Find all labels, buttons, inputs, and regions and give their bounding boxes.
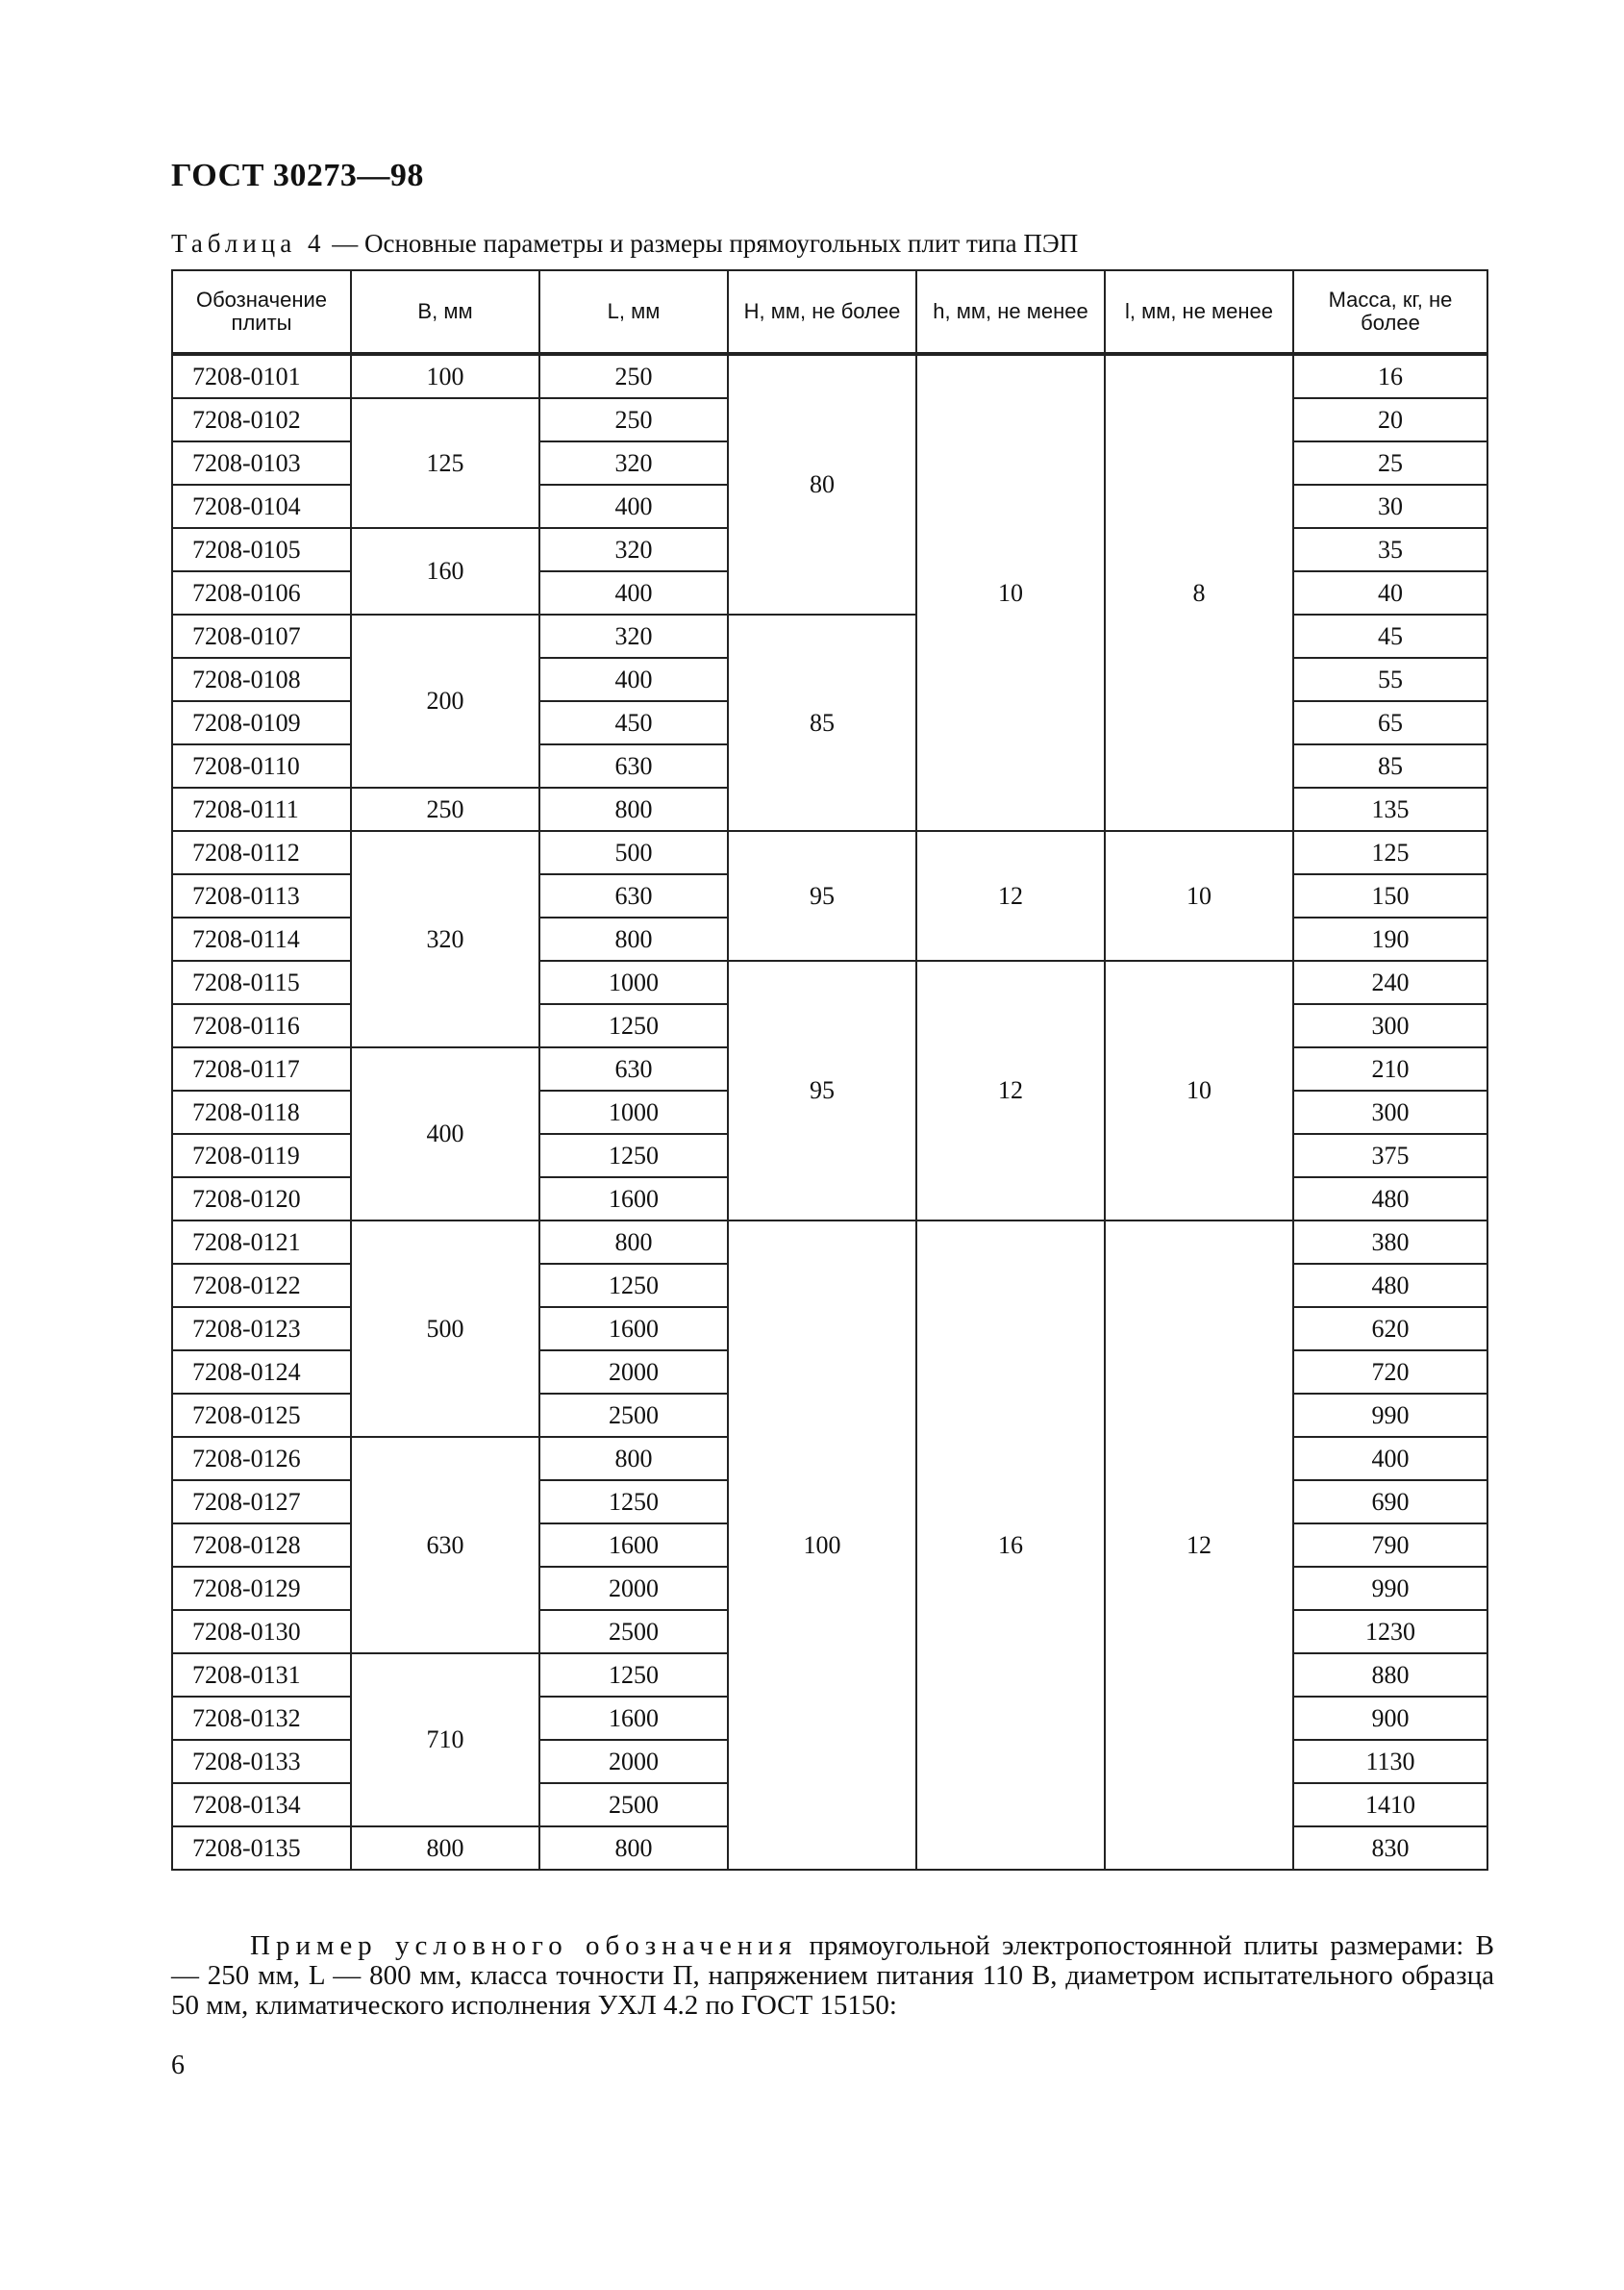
- cell-length-l: 630: [539, 874, 728, 918]
- cell-designation: 7208-0118: [172, 1091, 351, 1134]
- header-min-l: l, мм, не менее: [1105, 270, 1293, 354]
- cell-designation: 7208-0125: [172, 1394, 351, 1437]
- parameters-table: [171, 269, 1488, 1871]
- table-row: [172, 1220, 1487, 1264]
- cell-length-l: 800: [539, 1437, 728, 1480]
- cell-mass: 40: [1293, 571, 1487, 615]
- cell-designation: 7208-0132: [172, 1697, 351, 1740]
- cell-length-l: 2500: [539, 1610, 728, 1653]
- cell-designation: 7208-0114: [172, 918, 351, 961]
- cell-mass: 45: [1293, 615, 1487, 658]
- cell-length-l: 320: [539, 441, 728, 485]
- document-header: ГОСТ 30273—98: [171, 158, 424, 193]
- cell-mass: 620: [1293, 1307, 1487, 1350]
- cell-designation: 7208-0126: [172, 1437, 351, 1480]
- cell-min-h: 16: [916, 1220, 1105, 1870]
- cell-length-l: 400: [539, 485, 728, 528]
- cell-mass: 830: [1293, 1826, 1487, 1870]
- table-header-row: [172, 270, 1487, 354]
- cell-mass: 375: [1293, 1134, 1487, 1177]
- cell-length-l: 250: [539, 398, 728, 441]
- cell-length-l: 1600: [539, 1697, 728, 1740]
- cell-length-l: 2500: [539, 1394, 728, 1437]
- cell-length-l: 1600: [539, 1523, 728, 1567]
- cell-height-h: 100: [728, 1220, 916, 1870]
- cell-mass: 125: [1293, 831, 1487, 874]
- cell-length-l: 450: [539, 701, 728, 744]
- table-caption: [171, 229, 1078, 259]
- cell-length-l: 800: [539, 1826, 728, 1870]
- cell-designation: 7208-0106: [172, 571, 351, 615]
- cell-mass: 480: [1293, 1177, 1487, 1220]
- cell-designation: 7208-0107: [172, 615, 351, 658]
- cell-designation: 7208-0111: [172, 788, 351, 831]
- cell-mass: 190: [1293, 918, 1487, 961]
- cell-designation: 7208-0105: [172, 528, 351, 571]
- cell-length-l: 1000: [539, 961, 728, 1004]
- cell-designation: 7208-0102: [172, 398, 351, 441]
- cell-mass: 300: [1293, 1091, 1487, 1134]
- header-min-h: h, мм, не менее: [916, 270, 1105, 354]
- cell-mass: 480: [1293, 1264, 1487, 1307]
- cell-length-l: 1250: [539, 1004, 728, 1047]
- cell-mass: 85: [1293, 744, 1487, 788]
- cell-length-l: 630: [539, 1047, 728, 1091]
- cell-length-l: 2000: [539, 1567, 728, 1610]
- cell-length-l: 800: [539, 788, 728, 831]
- cell-min-h: 12: [916, 831, 1105, 961]
- cell-height-h: 85: [728, 615, 916, 831]
- cell-mass: 300: [1293, 1004, 1487, 1047]
- cell-height-h: 95: [728, 961, 916, 1220]
- cell-mass: 380: [1293, 1220, 1487, 1264]
- cell-designation: 7208-0108: [172, 658, 351, 701]
- header-height-h: H, мм, не более: [728, 270, 916, 354]
- cell-length-l: 1250: [539, 1653, 728, 1697]
- table-caption-label: Таблица 4: [171, 229, 326, 258]
- cell-mass: 135: [1293, 788, 1487, 831]
- cell-mass: 990: [1293, 1567, 1487, 1610]
- page-number: 6: [171, 2051, 185, 2080]
- cell-mass: 150: [1293, 874, 1487, 918]
- cell-designation: 7208-0120: [172, 1177, 351, 1220]
- cell-length-l: 500: [539, 831, 728, 874]
- cell-width-b: 320: [351, 831, 539, 1047]
- cell-width-b: 250: [351, 788, 539, 831]
- cell-length-l: 2000: [539, 1350, 728, 1394]
- cell-height-h: 95: [728, 831, 916, 961]
- cell-designation: 7208-0135: [172, 1826, 351, 1870]
- cell-mass: 16: [1293, 354, 1487, 398]
- table-body: [172, 354, 1487, 1870]
- cell-mass: 240: [1293, 961, 1487, 1004]
- cell-mass: 55: [1293, 658, 1487, 701]
- cell-mass: 990: [1293, 1394, 1487, 1437]
- cell-mass: 1410: [1293, 1783, 1487, 1826]
- cell-width-b: 125: [351, 398, 539, 528]
- cell-mass: 400: [1293, 1437, 1487, 1480]
- cell-length-l: 2500: [539, 1783, 728, 1826]
- cell-designation: 7208-0110: [172, 744, 351, 788]
- cell-min-h: 12: [916, 961, 1105, 1220]
- table-row: [172, 354, 1487, 398]
- cell-width-b: 400: [351, 1047, 539, 1220]
- cell-height-h: 80: [728, 354, 916, 615]
- cell-width-b: 200: [351, 615, 539, 788]
- cell-designation: 7208-0124: [172, 1350, 351, 1394]
- cell-designation: 7208-0117: [172, 1047, 351, 1091]
- cell-length-l: 400: [539, 658, 728, 701]
- cell-designation: 7208-0116: [172, 1004, 351, 1047]
- cell-mass: 65: [1293, 701, 1487, 744]
- cell-width-b: 100: [351, 354, 539, 398]
- table-caption-text: — Основные параметры и размеры прямоугольных плит типа ПЭП: [325, 229, 1079, 258]
- example-text: прямоугольной электропостоянной плиты размерами: B — 250 мм, L — 800 мм, класса точности П, напряжением питания 110 В, диаметром испытательного образца 50 мм, климатического исполнения УХЛ 4.2 по ГОСТ 15150:: [171, 1930, 1494, 2022]
- cell-mass: 35: [1293, 528, 1487, 571]
- header-mass: Масса, кг, не более: [1293, 270, 1487, 354]
- cell-mass: 690: [1293, 1480, 1487, 1523]
- cell-mass: 25: [1293, 441, 1487, 485]
- cell-designation: 7208-0123: [172, 1307, 351, 1350]
- cell-length-l: 1250: [539, 1134, 728, 1177]
- cell-length-l: 320: [539, 615, 728, 658]
- designation-example: [171, 1931, 1494, 2021]
- header-length-l: L, мм: [539, 270, 728, 354]
- cell-min-l: 8: [1105, 354, 1293, 831]
- cell-mass: 210: [1293, 1047, 1487, 1091]
- cell-mass: 1230: [1293, 1610, 1487, 1653]
- header-width-b: B, мм: [351, 270, 539, 354]
- cell-designation: 7208-0119: [172, 1134, 351, 1177]
- cell-length-l: 800: [539, 1220, 728, 1264]
- cell-length-l: 320: [539, 528, 728, 571]
- cell-length-l: 1600: [539, 1307, 728, 1350]
- cell-designation: 7208-0121: [172, 1220, 351, 1264]
- cell-min-l: 10: [1105, 961, 1293, 1220]
- header-designation: Обозначение плиты: [172, 270, 351, 354]
- cell-designation: 7208-0130: [172, 1610, 351, 1653]
- cell-width-b: 710: [351, 1653, 539, 1826]
- cell-designation: 7208-0133: [172, 1740, 351, 1783]
- cell-mass: 30: [1293, 485, 1487, 528]
- cell-length-l: 1250: [539, 1480, 728, 1523]
- cell-length-l: 250: [539, 354, 728, 398]
- cell-designation: 7208-0113: [172, 874, 351, 918]
- cell-width-b: 160: [351, 528, 539, 615]
- cell-designation: 7208-0112: [172, 831, 351, 874]
- cell-designation: 7208-0134: [172, 1783, 351, 1826]
- cell-designation: 7208-0103: [172, 441, 351, 485]
- cell-designation: 7208-0109: [172, 701, 351, 744]
- table-row: [172, 831, 1487, 874]
- cell-length-l: 1000: [539, 1091, 728, 1134]
- cell-designation: 7208-0129: [172, 1567, 351, 1610]
- cell-width-b: 630: [351, 1437, 539, 1653]
- cell-designation: 7208-0115: [172, 961, 351, 1004]
- cell-length-l: 400: [539, 571, 728, 615]
- cell-length-l: 1600: [539, 1177, 728, 1220]
- cell-min-h: 10: [916, 354, 1105, 831]
- cell-mass: 900: [1293, 1697, 1487, 1740]
- cell-length-l: 630: [539, 744, 728, 788]
- cell-mass: 790: [1293, 1523, 1487, 1567]
- cell-min-l: 12: [1105, 1220, 1293, 1870]
- cell-width-b: 800: [351, 1826, 539, 1870]
- cell-mass: 880: [1293, 1653, 1487, 1697]
- cell-designation: 7208-0104: [172, 485, 351, 528]
- cell-min-l: 10: [1105, 831, 1293, 961]
- cell-width-b: 500: [351, 1220, 539, 1437]
- cell-designation: 7208-0127: [172, 1480, 351, 1523]
- cell-designation: 7208-0128: [172, 1523, 351, 1567]
- cell-length-l: 800: [539, 918, 728, 961]
- cell-designation: 7208-0131: [172, 1653, 351, 1697]
- cell-length-l: 2000: [539, 1740, 728, 1783]
- cell-mass: 720: [1293, 1350, 1487, 1394]
- cell-mass: 1130: [1293, 1740, 1487, 1783]
- cell-designation: 7208-0101: [172, 354, 351, 398]
- example-lead: Пример условного обозначения: [250, 1930, 798, 1961]
- cell-length-l: 1250: [539, 1264, 728, 1307]
- cell-designation: 7208-0122: [172, 1264, 351, 1307]
- cell-mass: 20: [1293, 398, 1487, 441]
